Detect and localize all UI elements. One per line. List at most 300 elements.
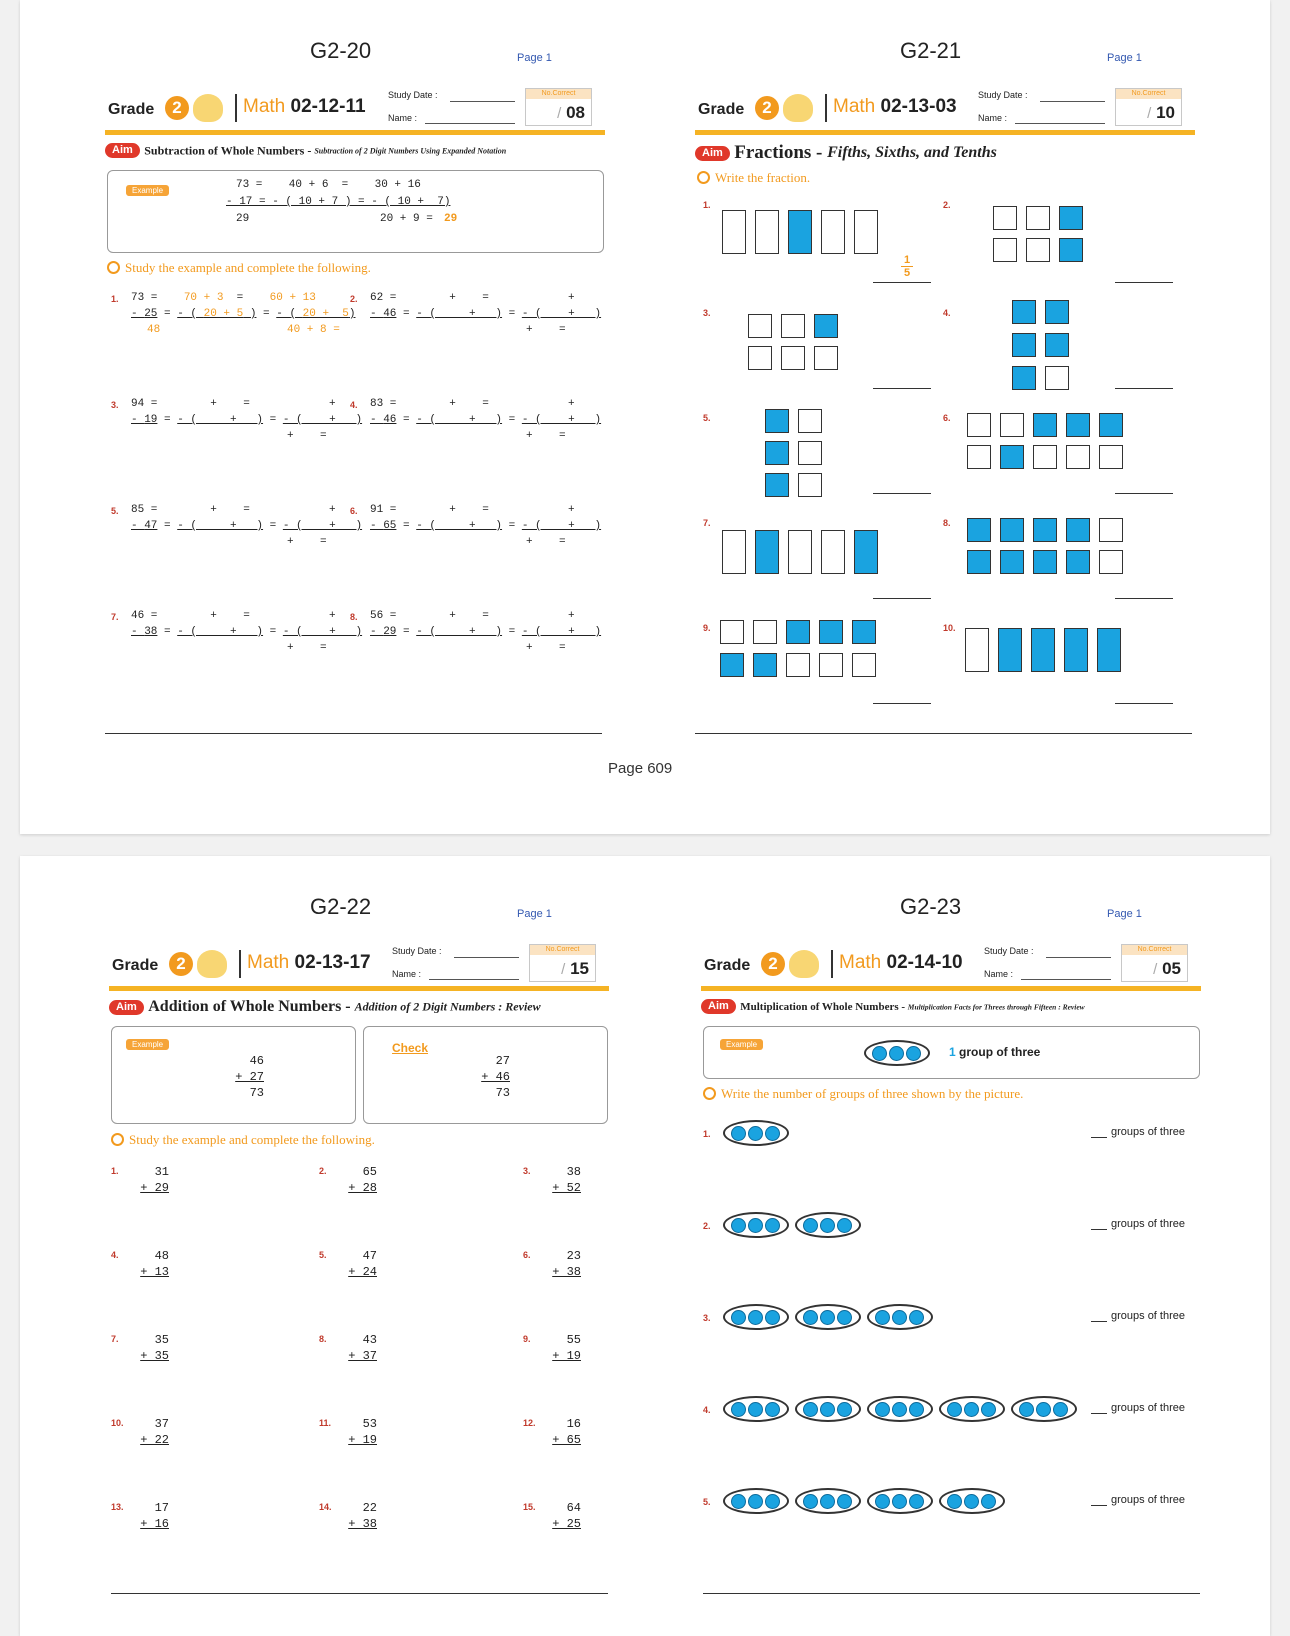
unshaded-square bbox=[1045, 366, 1069, 390]
problem-number: 6. bbox=[523, 1250, 531, 1260]
group-of-three-oval bbox=[864, 1040, 930, 1066]
problem-line-2: - 38 = - ( + ) = - ( + ) bbox=[131, 626, 363, 638]
answer-blank[interactable] bbox=[1115, 493, 1173, 494]
problem-line-1: 46 = + = + bbox=[131, 610, 336, 622]
shaded-square bbox=[1045, 333, 1069, 357]
problem-number: 15. bbox=[523, 1502, 536, 1512]
unshaded-square bbox=[786, 653, 810, 677]
problem-number: 9. bbox=[523, 1334, 531, 1344]
problem-line-2: - 29 = - ( + ) = - ( + ) bbox=[370, 626, 602, 638]
problem-number: 6. bbox=[943, 413, 951, 423]
aim-subtitle: Subtraction of 2 Digit Numbers Using Expanded Notation bbox=[314, 146, 507, 156]
problem-number: 3. bbox=[703, 308, 711, 318]
math-code: Math 02-13-17 bbox=[247, 952, 371, 973]
problem-top: 23 bbox=[566, 1249, 581, 1263]
blue-dot bbox=[803, 1310, 818, 1325]
pencil-icon bbox=[111, 1133, 124, 1146]
example-line-3a: 29 bbox=[236, 213, 250, 225]
worksheet-g2-21 bbox=[695, 0, 1205, 760]
aim-badge: Aim bbox=[105, 143, 140, 158]
answer-blank[interactable] bbox=[1091, 1137, 1107, 1138]
grade-number-badge: 2 bbox=[169, 952, 193, 976]
problem-addend: + 38 bbox=[552, 1265, 581, 1279]
score-total: / 08 bbox=[557, 103, 585, 122]
problem-number: 14. bbox=[319, 1502, 332, 1512]
unshaded-square bbox=[1000, 413, 1024, 437]
answer-blank[interactable] bbox=[1091, 1321, 1107, 1322]
no-correct-label: No.Correct bbox=[1122, 945, 1187, 955]
problem-addend: + 25 bbox=[552, 1517, 581, 1531]
unshaded-square bbox=[1026, 206, 1050, 230]
shaded-square bbox=[1033, 550, 1057, 574]
answer-blank[interactable] bbox=[1091, 1229, 1107, 1230]
problem-1-answer: 48 bbox=[147, 324, 161, 336]
example-text: 1 group of three bbox=[949, 1045, 1041, 1059]
group-of-three-oval bbox=[723, 1396, 789, 1422]
page-label: Page 1 bbox=[517, 52, 552, 64]
grade-label: Grade bbox=[698, 101, 745, 118]
problem-addend: + 52 bbox=[552, 1181, 581, 1195]
unshaded-square bbox=[1033, 445, 1057, 469]
name-field[interactable] bbox=[1015, 123, 1105, 124]
problem-top: 43 bbox=[362, 1333, 377, 1347]
blue-dot bbox=[875, 1402, 890, 1417]
problem-number: 1. bbox=[111, 294, 119, 304]
name-label: Name : bbox=[388, 113, 418, 123]
problem-addend: + 19 bbox=[552, 1349, 581, 1363]
worksheet-code: G2-20 bbox=[310, 38, 372, 63]
blue-dot bbox=[909, 1310, 924, 1325]
no-correct-label: No.Correct bbox=[1116, 89, 1181, 99]
group-of-three-oval bbox=[795, 1304, 861, 1330]
example-line-3b: 20 + 9 = bbox=[380, 213, 433, 225]
problem-number: 2. bbox=[319, 1166, 327, 1176]
problem-number: 4. bbox=[350, 400, 358, 410]
group-of-three-oval bbox=[723, 1120, 789, 1146]
example-top: 46 bbox=[249, 1054, 264, 1068]
problem-number: 1. bbox=[111, 1166, 119, 1176]
group-of-three-oval bbox=[723, 1304, 789, 1330]
blue-dot bbox=[820, 1494, 835, 1509]
answer-blank[interactable] bbox=[1115, 598, 1173, 599]
blue-dot bbox=[892, 1494, 907, 1509]
worksheet-code: G2-21 bbox=[900, 38, 962, 63]
unshaded-square bbox=[748, 346, 772, 370]
group-of-three-oval bbox=[723, 1212, 789, 1238]
answer-blank[interactable] bbox=[873, 282, 931, 283]
study-date-field[interactable] bbox=[454, 957, 519, 958]
group-of-three-oval bbox=[1011, 1396, 1077, 1422]
shaded-square bbox=[814, 314, 838, 338]
blue-dot bbox=[748, 1126, 763, 1141]
problem-top: 22 bbox=[362, 1501, 377, 1515]
blue-dot bbox=[748, 1310, 763, 1325]
unshaded-square bbox=[722, 530, 746, 574]
shaded-square bbox=[1033, 518, 1057, 542]
problem-line-1: 83 = + = + bbox=[370, 398, 575, 410]
group-of-three-oval bbox=[867, 1488, 933, 1514]
problem-addend: + 29 bbox=[140, 1181, 169, 1195]
blue-dot bbox=[981, 1494, 996, 1509]
answer-blank[interactable] bbox=[1091, 1413, 1107, 1414]
name-field[interactable] bbox=[1021, 979, 1111, 980]
shaded-square bbox=[765, 473, 789, 497]
problem-number: 2. bbox=[703, 1221, 711, 1231]
worksheet-header bbox=[109, 944, 619, 994]
math-code: Math 02-14-10 bbox=[839, 952, 963, 973]
unshaded-square bbox=[1026, 238, 1050, 262]
example-label: Example bbox=[720, 1039, 763, 1050]
example-box bbox=[111, 1026, 356, 1124]
shaded-square bbox=[1000, 445, 1024, 469]
problem-line-2: - 19 = - ( + ) = - ( + ) bbox=[131, 414, 363, 426]
aim-heading bbox=[695, 142, 1205, 166]
groups-of-three-label: groups of three bbox=[1111, 1402, 1185, 1414]
instruction: Study the example and complete the following. bbox=[107, 260, 371, 276]
example-label: Example bbox=[126, 185, 169, 196]
problem-top: 48 bbox=[154, 1249, 169, 1263]
divider bbox=[825, 94, 827, 122]
worksheet-g2-22 bbox=[105, 0, 615, 1636]
unshaded-square bbox=[814, 346, 838, 370]
name-field[interactable] bbox=[429, 979, 519, 980]
blue-dot bbox=[765, 1494, 780, 1509]
answer-blank[interactable] bbox=[1091, 1505, 1107, 1506]
unshaded-square bbox=[798, 409, 822, 433]
unshaded-square bbox=[1099, 550, 1123, 574]
header-bar bbox=[701, 986, 1201, 991]
unshaded-square bbox=[821, 530, 845, 574]
instruction: Write the number of groups of three shown by the picture. bbox=[703, 1086, 1023, 1102]
problem-number: 3. bbox=[523, 1166, 531, 1176]
blue-dot bbox=[803, 1402, 818, 1417]
unshaded-square bbox=[1099, 445, 1123, 469]
blue-dot bbox=[1053, 1402, 1068, 1417]
shaded-square bbox=[1099, 413, 1123, 437]
worksheet-header bbox=[695, 88, 1205, 138]
problem-line-1: 85 = + = + bbox=[131, 504, 336, 516]
blue-dot bbox=[748, 1218, 763, 1233]
blue-dot bbox=[748, 1494, 763, 1509]
blue-dot bbox=[837, 1218, 852, 1233]
grade-label: Grade bbox=[108, 101, 155, 118]
problem-addend: + 38 bbox=[348, 1517, 377, 1531]
problem-1-line-3: 40 + 8 = bbox=[287, 324, 340, 336]
problem-line-3: + = bbox=[526, 536, 566, 548]
unshaded-square bbox=[854, 210, 878, 254]
example-line-1: 73 = 40 + 6 = 30 + 16 bbox=[236, 179, 421, 191]
shaded-square bbox=[765, 441, 789, 465]
grade-label: Grade bbox=[112, 957, 159, 974]
problem-line-1: 91 = + = + bbox=[370, 504, 575, 516]
math-code: Math 02-13-03 bbox=[833, 96, 957, 117]
problem-line-3: + = bbox=[287, 430, 327, 442]
example-addend: + 27 bbox=[235, 1070, 264, 1084]
no-correct-label: No.Correct bbox=[526, 89, 591, 99]
shaded-square bbox=[854, 530, 878, 574]
blue-dot bbox=[820, 1218, 835, 1233]
problem-number: 5. bbox=[703, 1497, 711, 1507]
problem-number: 13. bbox=[111, 1502, 124, 1512]
blue-dot bbox=[892, 1402, 907, 1417]
problem-top: 17 bbox=[154, 1501, 169, 1515]
instruction: Study the example and complete the following. bbox=[111, 1132, 375, 1148]
instruction: Write the fraction. bbox=[697, 170, 810, 186]
problem-number: 5. bbox=[111, 506, 119, 516]
problem-addend: + 13 bbox=[140, 1265, 169, 1279]
blue-dot bbox=[731, 1218, 746, 1233]
math-code: Math 02-12-11 bbox=[243, 96, 366, 117]
blue-dot bbox=[731, 1494, 746, 1509]
unshaded-square bbox=[788, 530, 812, 574]
problem-addend: + 37 bbox=[348, 1349, 377, 1363]
example-answer: 29 bbox=[444, 213, 458, 225]
problem-line-1: 56 = + = + bbox=[370, 610, 575, 622]
no-correct-label: No.Correct bbox=[530, 945, 595, 955]
check-sum: 73 bbox=[495, 1086, 510, 1100]
problem-line-2: - 46 = - ( + ) = - ( + ) bbox=[370, 308, 602, 320]
problem-line-2: - 47 = - ( + ) = - ( + ) bbox=[131, 520, 363, 532]
shaded-square bbox=[1066, 518, 1090, 542]
blue-dot bbox=[731, 1310, 746, 1325]
aim-badge: Aim bbox=[695, 146, 730, 161]
shaded-square bbox=[1066, 550, 1090, 574]
problem-top: 16 bbox=[566, 1417, 581, 1431]
study-date-label: Study Date : bbox=[984, 946, 1034, 956]
answer-blank[interactable] bbox=[873, 388, 931, 389]
problem-number: 7. bbox=[111, 1334, 119, 1344]
blue-dot bbox=[803, 1218, 818, 1233]
header-bar bbox=[109, 986, 609, 991]
problem-number: 3. bbox=[703, 1313, 711, 1323]
problem-number: 4. bbox=[111, 1250, 119, 1260]
blue-dot bbox=[875, 1494, 890, 1509]
problem-1-line-2: - 25 = - ( 20 + 5 ) = - ( 20 + 5) bbox=[131, 308, 356, 320]
problem-addend: + 16 bbox=[140, 1517, 169, 1531]
unshaded-square bbox=[965, 628, 989, 672]
footer-line bbox=[111, 1593, 608, 1594]
group-of-three-oval bbox=[867, 1304, 933, 1330]
unshaded-square bbox=[819, 653, 843, 677]
problem-line-2: - 65 = - ( + ) = - ( + ) bbox=[370, 520, 602, 532]
unshaded-square bbox=[993, 238, 1017, 262]
blue-dot bbox=[803, 1494, 818, 1509]
unshaded-square bbox=[1066, 445, 1090, 469]
blue-dot bbox=[765, 1218, 780, 1233]
blue-dot bbox=[820, 1310, 835, 1325]
problem-number: 8. bbox=[943, 518, 951, 528]
problem-line-2: - 46 = - ( + ) = - ( + ) bbox=[370, 414, 602, 426]
unshaded-square bbox=[748, 314, 772, 338]
shaded-square bbox=[1064, 628, 1088, 672]
shaded-square bbox=[720, 653, 744, 677]
groups-of-three-label: groups of three bbox=[1111, 1126, 1185, 1138]
problem-top: 65 bbox=[362, 1165, 377, 1179]
problem-top: 31 bbox=[154, 1165, 169, 1179]
unshaded-square bbox=[967, 413, 991, 437]
unshaded-square bbox=[821, 210, 845, 254]
problem-number: 6. bbox=[350, 506, 358, 516]
example-label: Example bbox=[126, 1039, 169, 1050]
problem-number: 7. bbox=[111, 612, 119, 622]
problem-number: 4. bbox=[943, 308, 951, 318]
blue-dot bbox=[909, 1494, 924, 1509]
unshaded-square bbox=[852, 653, 876, 677]
shaded-square bbox=[1000, 518, 1024, 542]
check-box bbox=[363, 1026, 608, 1124]
aim-subtitle: Multiplication Facts for Threes through Fifteen : Review bbox=[907, 1002, 1085, 1012]
score-box bbox=[529, 944, 596, 982]
blue-dot bbox=[1019, 1402, 1034, 1417]
problem-number: 5. bbox=[703, 413, 711, 423]
study-date-field[interactable] bbox=[1040, 101, 1105, 102]
answer-blank[interactable] bbox=[1115, 282, 1173, 283]
group-of-three-oval bbox=[795, 1212, 861, 1238]
problem-number: 7. bbox=[703, 518, 711, 528]
groups-of-three-label: groups of three bbox=[1111, 1310, 1185, 1322]
score-total: / 05 bbox=[1153, 959, 1181, 978]
shaded-square bbox=[819, 620, 843, 644]
unshaded-square bbox=[1099, 518, 1123, 542]
aim-title: Fractions - bbox=[734, 142, 828, 163]
unshaded-square bbox=[755, 210, 779, 254]
answer-blank[interactable] bbox=[873, 598, 931, 599]
blue-dot bbox=[875, 1310, 890, 1325]
shaded-square bbox=[753, 653, 777, 677]
example-sum: 73 bbox=[249, 1086, 264, 1100]
problem-number: 5. bbox=[319, 1250, 327, 1260]
problem-top: 38 bbox=[566, 1165, 581, 1179]
group-of-three-oval bbox=[867, 1396, 933, 1422]
unshaded-square bbox=[722, 210, 746, 254]
problem-line-3: + = bbox=[526, 430, 566, 442]
divider bbox=[239, 950, 241, 978]
check-top: 27 bbox=[495, 1054, 510, 1068]
score-total: / 15 bbox=[561, 959, 589, 978]
pencil-icon bbox=[703, 1087, 716, 1100]
worksheet-spread-2 bbox=[20, 856, 1270, 1636]
problem-top: 35 bbox=[154, 1333, 169, 1347]
group-of-three-oval bbox=[795, 1488, 861, 1514]
blue-dot bbox=[731, 1126, 746, 1141]
footer-line bbox=[695, 733, 1192, 734]
problem-addend: + 28 bbox=[348, 1181, 377, 1195]
shaded-square bbox=[1059, 206, 1083, 230]
aim-title: Addition of Whole Numbers - bbox=[148, 998, 355, 1015]
shaded-square bbox=[1031, 628, 1055, 672]
check-addend: + 46 bbox=[481, 1070, 510, 1084]
grade-number-badge: 2 bbox=[761, 952, 785, 976]
problem-1: 73 = 70 + 3 = 60 + 13 bbox=[131, 292, 316, 304]
mascot-icon bbox=[197, 950, 227, 978]
shaded-square bbox=[1012, 300, 1036, 324]
answer-blank[interactable] bbox=[873, 703, 931, 704]
blue-dot bbox=[837, 1310, 852, 1325]
page-label: Page 1 bbox=[1107, 52, 1142, 64]
answer-blank[interactable] bbox=[1115, 388, 1173, 389]
problem-number: 1. bbox=[703, 200, 711, 210]
score-total: / 10 bbox=[1147, 103, 1175, 122]
group-of-three-oval bbox=[939, 1396, 1005, 1422]
shaded-square bbox=[967, 518, 991, 542]
problem-number: 11. bbox=[319, 1418, 332, 1428]
problem-top: 53 bbox=[362, 1417, 377, 1431]
groups-of-three-label: groups of three bbox=[1111, 1494, 1185, 1506]
unshaded-square bbox=[967, 445, 991, 469]
answer-blank[interactable] bbox=[873, 493, 931, 494]
footer-line bbox=[703, 1593, 1200, 1594]
problem-number: 9. bbox=[703, 623, 711, 633]
problem-addend: + 35 bbox=[140, 1349, 169, 1363]
problem-line-3: + = bbox=[526, 324, 566, 336]
aim-heading bbox=[109, 998, 619, 1022]
problem-line-3: + = bbox=[526, 642, 566, 654]
blue-dot bbox=[981, 1402, 996, 1417]
study-date-label: Study Date : bbox=[392, 946, 442, 956]
mascot-icon bbox=[789, 950, 819, 978]
worksheet-code: G2-22 bbox=[310, 894, 372, 919]
problem-top: 37 bbox=[154, 1417, 169, 1431]
problem-number: 1. bbox=[703, 1129, 711, 1139]
worksheet-header bbox=[701, 944, 1211, 994]
problem-number: 4. bbox=[703, 1405, 711, 1415]
grade-number-badge: 2 bbox=[755, 96, 779, 120]
shaded-square bbox=[967, 550, 991, 574]
problem-number: 2. bbox=[350, 294, 358, 304]
page-label: Page 1 bbox=[517, 908, 552, 920]
score-box bbox=[1121, 944, 1188, 982]
shaded-square bbox=[1000, 550, 1024, 574]
unshaded-square bbox=[798, 441, 822, 465]
aim-subtitle: Addition of 2 Digit Numbers : Review bbox=[354, 999, 541, 1014]
blue-dot bbox=[1036, 1402, 1051, 1417]
grade-label: Grade bbox=[704, 957, 751, 974]
blue-dot bbox=[909, 1402, 924, 1417]
problem-top: 47 bbox=[362, 1249, 377, 1263]
groups-of-three-label: groups of three bbox=[1111, 1218, 1185, 1230]
unshaded-square bbox=[993, 206, 1017, 230]
problem-addend: + 19 bbox=[348, 1433, 377, 1447]
shaded-square bbox=[1059, 238, 1083, 262]
study-date-field[interactable] bbox=[1046, 957, 1111, 958]
blue-dot bbox=[892, 1310, 907, 1325]
grade-number-badge: 2 bbox=[165, 96, 189, 120]
problem-addend: + 65 bbox=[552, 1433, 581, 1447]
shaded-square bbox=[1045, 300, 1069, 324]
group-of-three-oval bbox=[939, 1488, 1005, 1514]
name-label: Name : bbox=[392, 969, 422, 979]
problem-top: 55 bbox=[566, 1333, 581, 1347]
shaded-square bbox=[786, 620, 810, 644]
problem-number: 10. bbox=[943, 623, 956, 633]
problem-line-1: 94 = + = + bbox=[131, 398, 336, 410]
score-box bbox=[1115, 88, 1182, 126]
blue-dot bbox=[765, 1310, 780, 1325]
check-label: Check bbox=[392, 1041, 429, 1055]
answer-blank[interactable] bbox=[1115, 703, 1173, 704]
worksheet-code: G2-23 bbox=[900, 894, 962, 919]
problem-line-3: + = bbox=[287, 536, 327, 548]
shaded-square bbox=[1066, 413, 1090, 437]
shaded-square bbox=[1097, 628, 1121, 672]
page-footer: Page 609 bbox=[608, 760, 673, 777]
blue-dot bbox=[765, 1126, 780, 1141]
unshaded-square bbox=[753, 620, 777, 644]
unshaded-square bbox=[781, 314, 805, 338]
problem-line-3: + = bbox=[287, 642, 327, 654]
study-date-label: Study Date : bbox=[388, 90, 438, 100]
example-fraction: 1 5 bbox=[888, 255, 926, 278]
